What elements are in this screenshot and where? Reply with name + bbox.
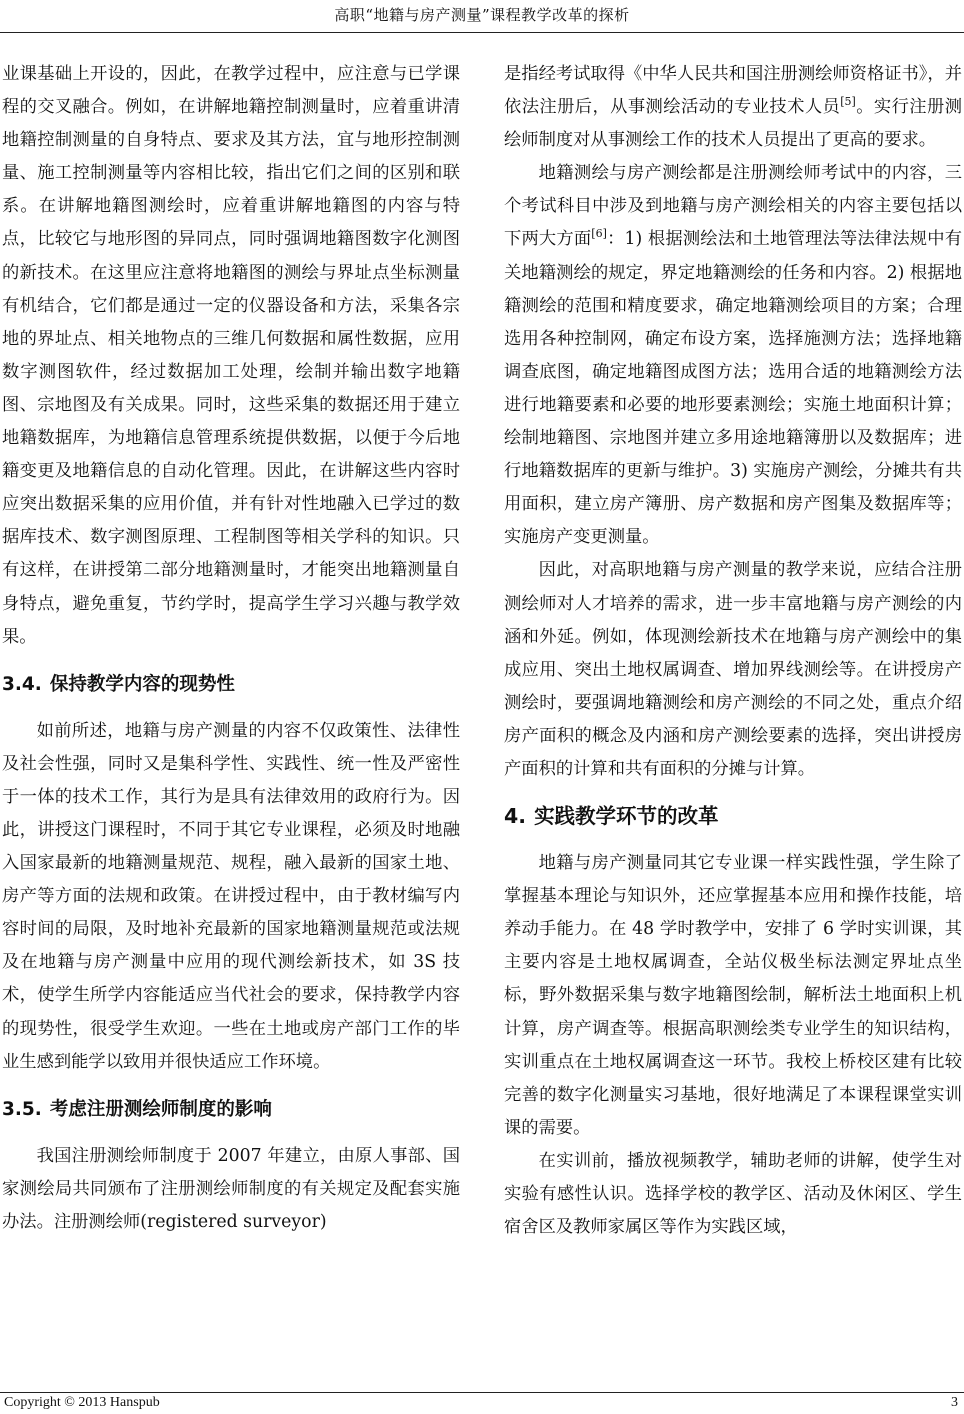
paragraph-3-5: 我国注册测绘师制度于 2007 年建立，由原人事部、国家测绘局共同颁布了注册测绘师制度的有关规定及配套实施办法。注册测绘师(registered surveyor) [2,1145,460,1232]
paragraph-teaching-implication: 因此，对高职地籍与房产测量的教学来说，应结合注册测绘师对人才培养的需求，进一步丰富地籍与房产测绘的内涵和外延。例如，体现测绘新技术在地籍与房产测绘中的集成应用、突出土地权属调查、增加界线测绘等。在讲授房产测绘时，要强调地籍测绘和房产测绘的不同之处，重点介绍房产面积的概念及内涵和房产测绘要素的选择，突出讲授房产面积的计算和共有面积的分摊与计算。 [504,560,962,779]
section-heading-3-4 [2,668,460,701]
paragraph-3-4: 如前所述，地籍与房产测量的内容不仅政策性、法律性及社会性强，同时又是集科学性、实践性、统一性及严密性于一体的技术工作，其行为是具有法律效用的政府行为。因此，讲授这门课程时，不同于其它专业课程，必须及时地融入国家最新的地籍测量规范、规程，融入最新的国家土地、房产等方面的法规和政策。在讲授过程中，由于教材编写内容时间的局限，及时地补充最新的国家地籍测量规范或法规及在地籍与房产测量中应用的现代测绘新技术，如 3S 技术，使学生所学内容能适应当代社会的要求，保持教学内容的现势性，很受学生欢迎。一些在土地或房产部门工作的毕业生感到能学以致用并很快适应工作环境。 [2,720,460,1072]
copyright-notice: Copyright © 2013 Hanspub [4,1395,160,1410]
paragraph-exam-content: 地籍测绘与房产测绘都是注册测绘师考试中的内容，三个考试科目中涉及到地籍与房产测绘相关的内容主要包括以下两大方面[6]：1) 根据测绘法和土地管理法等法律法规中有关地籍测绘的规定，界定地籍测绘的任务和内容。2) 根据地籍测绘的范围和精度要求，确定地籍测绘项目的方案；合理选用各种控制网，确定布设方案，选择施测方法；选择地籍调查底图，确定地籍图成图方法；选用合适的地籍测绘方法进行地籍要素和必要的地形要素测绘；实施土地面积计算；绘制地籍图、宗地图并建立多用途地籍簿册以及数据库；进行地籍数据库的更新与维护。3) 实施房产测绘，分摊共有共用面积，建立房产簿册、房产数据和房产图集及数据库等；实施房产变更测量。 [504,163,962,548]
footer-rule [0,1392,964,1393]
section-number: 3.5. [2,1098,42,1120]
paragraph-4-1: 地籍与房产测量同其它专业课一样实践性强，学生除了掌握基本理论与知识外，还应掌握基本应用和操作技能，培养动手能力。在 48 学时教学中，安排了 6 学时实训课，其主要内容是土地权属调查，全站仪极坐标法测定界址点坐标，野外数据采集与数字地籍图绘制，解析法土地面积上机计算，房产调查等。根据高职测绘类专业学生的知识结构，实训重点在土地权属调查这一环节。我校上桥校区建有比较完善的数字化测量实习基地，很好地满足了本课程课堂实训课的需要。 [504,853,962,1138]
paragraph-4-2: 在实训前，播放视频教学，辅助老师的讲解，使学生对实验有感性认识。选择学校的教学区、活动及休闲区、学生宿舍区及教师家属区等作为实践区域， [504,1150,962,1238]
paragraph-continued: 业课基础上开设的，因此，在教学过程中，应注意与已学课程的交叉融合。例如，在讲解地籍控制测量时，应着重讲清地籍控制测量的自身特点、要求及其方法，宜与地形控制测量、施工控制测量等内容相比较，指出它们之间的区别和联系。在讲解地籍图测绘时，应着重讲解地籍图的内容与特点，比较它与地形图的异同点，同时强调地籍图数字化测图的新技术。在这里应注意将地籍图的测绘与界址点坐标测量有机结合，它们都是通过一定的仪器设备和方法，采集各宗地的界址点、相关地物点的三维几何数据和属性数据，应用数字测图软件，经过数据加工处理，绘制并输出数字地籍图、宗地图及有关成果。同时，这些采集的数据还用于建立地籍数据库，为地籍信息管理系统提供数据，以便于今后地籍变更及地籍信息的自动化管理。因此，在讲解这些内容时应突出数据采集的应用价值，并有针对性地融入已学过的数据库技术、数字测图原理、工程制图等相关学科的知识。只有这样，在讲授第二部分地籍测量时，才能突出地籍测量自身特点，避免重复，节约学时，提高学生学习兴趣与教学效果。 [2,64,460,647]
left-column [2,58,460,1239]
right-column [504,58,962,1244]
citation-5: [5] [840,95,856,109]
paragraph-continued: 是指经考试取得《中华人民共和国注册测绘师资格证书》，并依法注册后，从事测绘活动的专业技术人员[5]。实行注册测绘师制度对从事测绘工作的技术人员提出了更高的要求。 [504,64,962,151]
page-number: 3 [951,1395,958,1410]
section-title: 考虑注册测绘师制度的影响 [49,1098,272,1120]
section-heading-3-5 [2,1093,460,1126]
section-title: 保持教学内容的现势性 [49,673,235,695]
section-heading-4 [504,800,962,833]
citation-6: [6] [591,227,607,241]
section-number: 3.4. [2,673,42,695]
section-title: 实践教学环节的改革 [534,804,719,829]
running-title: 高职“地籍与房产测量”课程教学改革的探析 [334,6,630,24]
header-rule [0,32,964,33]
section-number: 4. [504,804,527,829]
